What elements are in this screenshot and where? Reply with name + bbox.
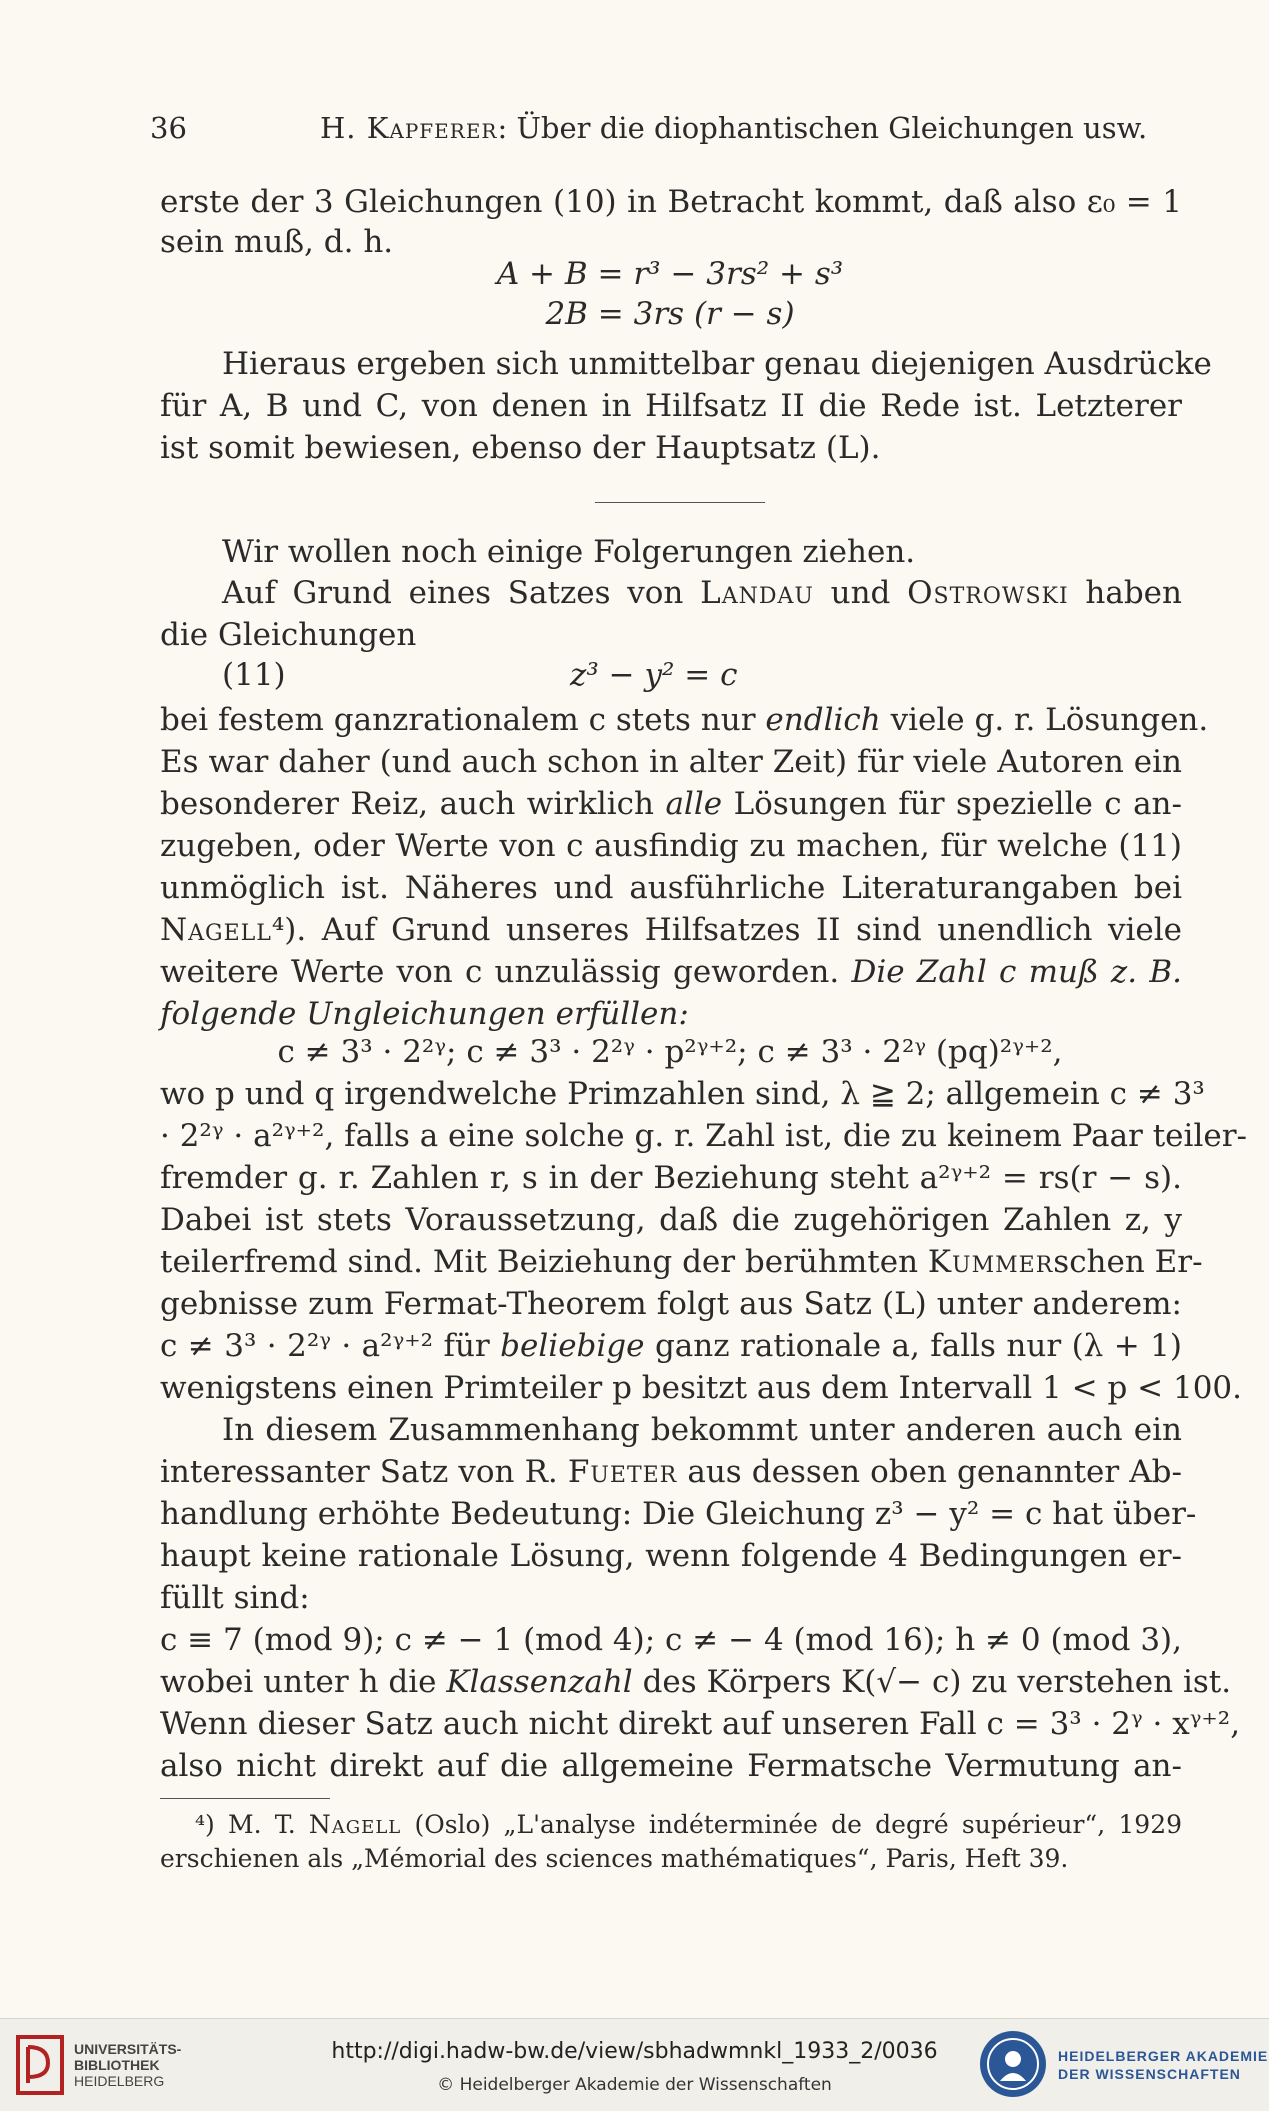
text-line: für A, B und C, von denen in Hilfsatz II die Rede ist. Letzterer: [160, 388, 1182, 424]
text-line: In diesem Zusammenhang bekommt unter anderen auch ein: [222, 1412, 1182, 1448]
text-line: Es war daher (und auch schon in alter Zeit) für viele Autoren ein: [160, 744, 1182, 780]
text-line: wobei unter h die Klassenzahl des Körpers K(√− c) zu verstehen ist.: [160, 1664, 1232, 1700]
text-line: handlung erhöhte Bedeutung: Die Gleichung z³ − y² = c hat über-: [160, 1496, 1197, 1532]
header-title: [320, 108, 1147, 148]
footnote-line: ⁴) M. T. Nagell (Oslo) „L'analyse indéterminée de degré supérieur“, 1929: [195, 1810, 1182, 1839]
permalink-url[interactable]: http://digi.hadw-bw.de/view/sbhadwmnkl_1933_2/0036: [331, 2039, 938, 2064]
equation: c ≠ 3³ · 2²ᵞ; c ≠ 3³ · 2²ᵞ · p²ᵞ⁺²; c ≠ 3³ · 2²ᵞ (pq)²ᵞ⁺²,: [277, 1034, 1063, 1070]
text-line: sein muß, d. h.: [160, 224, 394, 260]
footnote-divider: [160, 1798, 330, 1799]
text-line: c ≡ 7 (mod 9); c ≠ − 1 (mod 4); c ≠ − 4 (mod 16); h ≠ 0 (mod 3),: [160, 1622, 1182, 1658]
text-line: Hieraus ergeben sich unmittelbar genau diejenigen Ausdrücke: [222, 346, 1212, 382]
text-line: ist somit bewiesen, ebenso der Hauptsatz (L).: [160, 430, 881, 466]
text-line: weitere Werte von c unzulässig geworden. Die Zahl c muß z. B.: [160, 954, 1182, 990]
academy-seal-icon: [980, 2031, 1046, 2097]
text-line: erste der 3 Gleichungen (10) in Betracht kommt, daß also ε₀ = 1: [160, 184, 1182, 220]
page-number: 36: [150, 111, 187, 145]
equation-number: (11): [222, 657, 286, 693]
text-line: Wir wollen noch einige Folgerungen ziehen.: [222, 534, 916, 570]
text-line: zugeben, oder Werte von c ausfindig zu machen, für welche (11): [160, 828, 1182, 864]
text-line: Nagell⁴). Auf Grund unseres Hilfsatzes II sind unendlich viele: [160, 912, 1182, 948]
text-line: die Gleichungen: [160, 617, 417, 653]
text-line: füllt sind:: [160, 1580, 310, 1616]
text-line: bei festem ganzrationalem c stets nur endlich viele g. r. Lösungen.: [160, 702, 1209, 738]
university-library-name: UNIVERSITÄTS- BIBLIOTHEK HEIDELBERG: [74, 2041, 182, 2089]
text-line: Wenn dieser Satz auch nicht direkt auf unseren Fall c = 3³ · 2ᵞ · xᵞ⁺²,: [160, 1706, 1241, 1742]
author-name: Kummer: [927, 1244, 1054, 1280]
text-line: interessanter Satz von R. Fueter aus dessen oben genannter Ab-: [160, 1454, 1182, 1490]
viewer-footer-bar: [0, 2018, 1269, 2111]
author-name: Ostrowski: [907, 575, 1069, 611]
text-line: wo p und q irgendwelche Primzahlen sind, λ ≧ 2; allgemein c ≠ 3³: [160, 1076, 1205, 1112]
section-divider: [595, 502, 765, 503]
equation: z³ − y² = c: [570, 657, 738, 693]
text-line: Dabei ist stets Voraussetzung, daß die zugehörigen Zahlen z, y: [160, 1202, 1182, 1238]
text-line: folgende Ungleichungen erfüllen:: [160, 996, 689, 1032]
copyright-notice: © Heidelberger Akademie der Wissenschaften: [437, 2075, 832, 2095]
author-name: Nagell: [308, 1810, 402, 1839]
academy-name: HEIDELBERGER AKADEMIE DER WISSENSCHAFTEN: [1058, 2048, 1269, 2082]
text-line: gebnisse zum Fermat-Theorem folgt aus Satz (L) unter anderem:: [160, 1286, 1182, 1322]
text-line: fremder g. r. Zahlen r, s in der Beziehung steht a²ᵞ⁺² = rs(r − s).: [160, 1160, 1182, 1196]
header-author: H. Kapferer: [320, 111, 498, 145]
text-line: wenigstens einen Primteiler p besitzt aus dem Intervall 1 < p < 100.: [160, 1370, 1243, 1406]
author-name: Nagell: [160, 912, 272, 948]
author-name: Landau: [700, 575, 814, 611]
header-title-text: : Über die diophantischen Gleichungen usw.: [497, 111, 1148, 145]
text-line: c ≠ 3³ · 2²ᵞ · a²ᵞ⁺² für beliebige ganz rationale a, falls nur (λ + 1): [160, 1328, 1182, 1364]
text-line: unmöglich ist. Näheres und ausführliche Literaturangaben bei: [160, 870, 1182, 906]
equation: A + B = r³ − 3rs² + s³: [496, 256, 844, 292]
text-line: besonderer Reiz, auch wirklich alle Lösungen für spezielle c an-: [160, 786, 1182, 822]
text-line: · 2²ᵞ · a²ᵞ⁺², falls a eine solche g. r. Zahl ist, die zu keinem Paar teiler-: [160, 1118, 1247, 1154]
text-line: also nicht direkt auf die allgemeine Fermatsche Vermutung an-: [160, 1748, 1182, 1784]
author-name: Fueter: [567, 1454, 678, 1490]
equation: 2B = 3rs (r − s): [545, 296, 795, 332]
footnote-line: erschienen als „Mémorial des sciences mathématiques“, Paris, Heft 39.: [160, 1844, 1069, 1873]
text-line: Auf Grund eines Satzes von Landau und Ostrowski haben: [222, 575, 1182, 611]
text-line: teilerfremd sind. Mit Beiziehung der berühmten Kummerschen Er-: [160, 1244, 1203, 1280]
text-line: haupt keine rationale Lösung, wenn folgende 4 Bedingungen er-: [160, 1538, 1182, 1574]
